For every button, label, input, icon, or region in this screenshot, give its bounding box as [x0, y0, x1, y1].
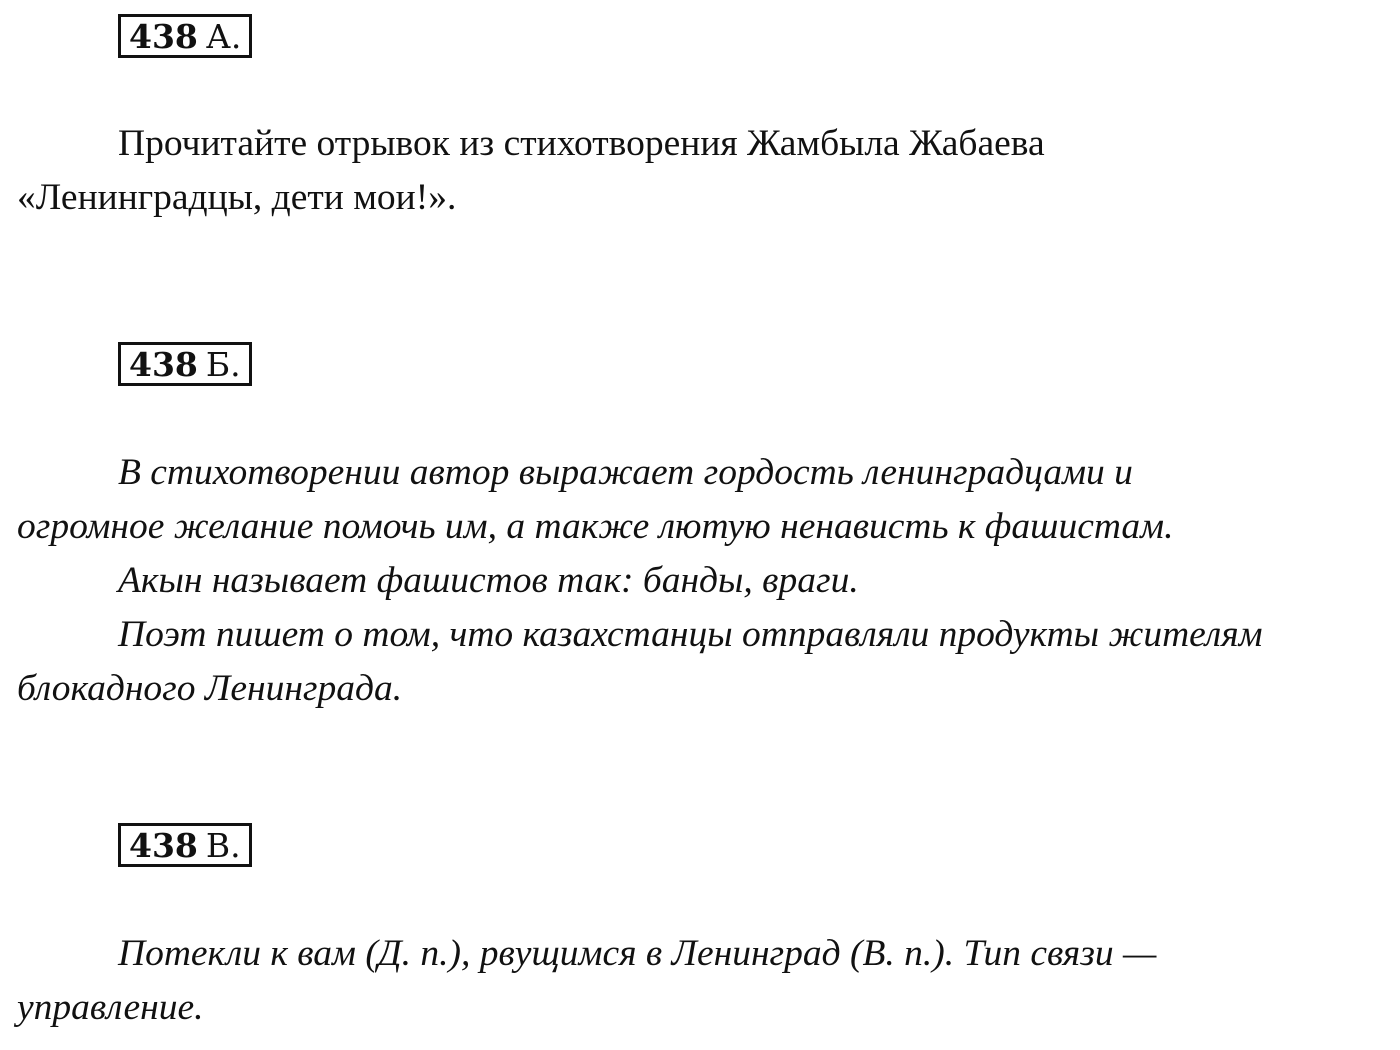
exercise-number: 438	[129, 16, 198, 56]
exercise-number-438b	[118, 342, 252, 386]
exercise-text-438a	[17, 117, 1387, 225]
paragraph	[17, 927, 1387, 1035]
text-line: В стихотворении автор выражает гордость ленинградцами и	[118, 452, 1133, 493]
text-line: Прочитайте отрывок из стихотворения Жамбыла Жабаева	[118, 123, 1045, 164]
paragraph	[17, 554, 1387, 608]
exercise-letter: Б.	[205, 344, 241, 384]
exercise-number-438v	[118, 823, 252, 867]
paragraph	[17, 446, 1387, 554]
text-line: блокадного Ленинграда.	[17, 668, 403, 709]
text-line: огромное желание помочь им, а также лютую ненависть к фашистам.	[17, 506, 1174, 547]
paragraph	[17, 608, 1387, 716]
exercise-text-438b	[17, 446, 1387, 716]
exercise-letter: А.	[205, 16, 242, 56]
exercise-number-438a	[118, 14, 252, 58]
exercise-letter: В.	[205, 825, 241, 865]
text-line: Поэт пишет о том, что казахстанцы отправляли продукты жителям	[118, 614, 1263, 655]
text-line: «Ленинградцы, дети мои!».	[17, 177, 457, 218]
exercise-number: 438	[129, 825, 198, 865]
exercise-number: 438	[129, 344, 198, 384]
text-line: управление.	[17, 987, 204, 1028]
text-line: Потекли к вам (Д. п.), рвущимся в Ленинград (В. п.). Тип связи —	[118, 933, 1157, 974]
text-line: Акын называет фашистов так: банды, враги.	[118, 560, 859, 601]
exercise-text-438v	[17, 927, 1387, 1035]
paragraph	[17, 117, 1387, 225]
